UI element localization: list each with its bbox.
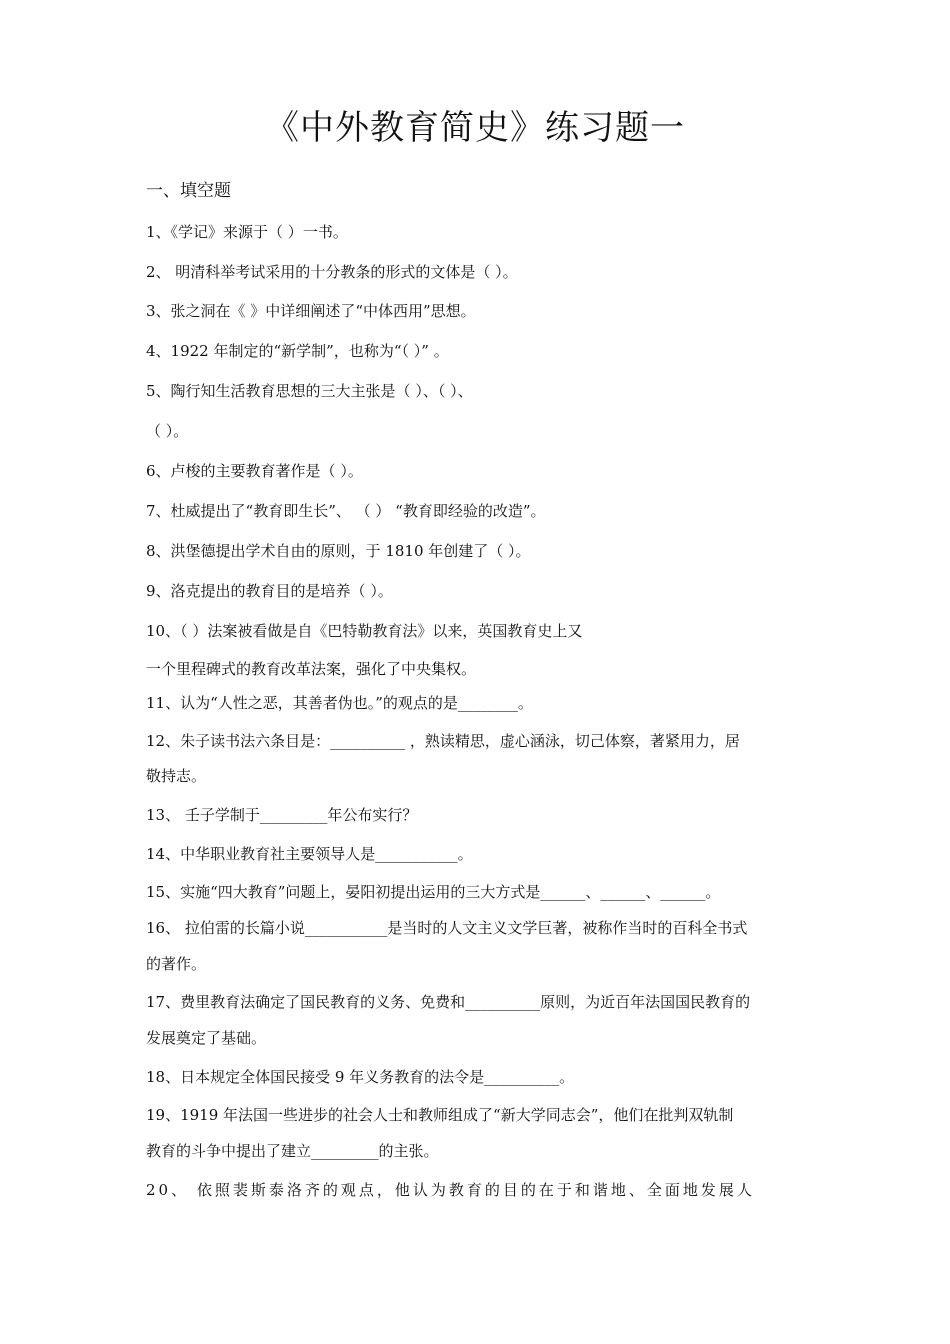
question-line: 6、卢梭的主要教育著作是（ ）。 — [146, 462, 363, 480]
question-line: 3、张之洞在《 》中详细阐述了“中体西用”思想。 — [146, 302, 476, 320]
question-line: 16、 拉伯雷的长篇小说___________是当时的人文主义文学巨著，被称作当时的百科全书式 — [146, 919, 748, 937]
question-line: 10、（ ）法案被看做是自《巴特勒教育法》以来，英国教育史上又 — [146, 622, 583, 640]
question-line: 18、日本规定全体国民接受 9 年义务教育的法令是__________。 — [146, 1068, 575, 1086]
question-line: 1、《学记》来源于（ ）一书。 — [146, 223, 348, 241]
question-line: 20、 依照裴斯泰洛齐的观点，他认为教育的目的在于和谐地、全面地发展人 — [146, 1181, 755, 1199]
question-line: 4、1922 年制定的“新学制”，也称为“（ ）” 。 — [146, 342, 449, 360]
question-line: 8、洪堡德提出学术自由的原则，于 1810 年创建了（ ）。 — [146, 542, 531, 560]
question-line: 9、洛克提出的教育目的是培养（ ）。 — [146, 582, 393, 600]
question-line: 2、 明清科举考试采用的十分教条的形式的文体是（ ）。 — [146, 263, 518, 281]
question-line: 7、杜威提出了“教育即生长”、 （ ） “教育即经验的改造”。 — [146, 502, 546, 520]
question-line: 发展奠定了基础。 — [146, 1029, 267, 1047]
question-line: 15、实施“四大教育”问题上，晏阳初提出运用的三大方式是______、______、______。 — [146, 883, 721, 901]
question-line: （ ）。 — [146, 422, 189, 440]
question-line: 14、中华职业教育社主要领导人是___________。 — [146, 845, 473, 863]
question-line: 19、1919 年法国一些进步的社会人士和教师组成了“新大学同志会”，他们在批判双轨制 — [146, 1106, 734, 1124]
question-line: 12、朱子读书法六条目是：__________ ，熟读精思，虚心涵泳，切己体察，著紧用力，居 — [146, 732, 740, 750]
question-line: 的著作。 — [146, 955, 207, 973]
question-line: 敬持志。 — [146, 767, 207, 785]
question-line: 教育的斗争中提出了建立_________的主张。 — [146, 1142, 439, 1160]
question-line: 17、费里教育法确定了国民教育的义务、免费和__________原则，为近百年法国国民教育的 — [146, 993, 751, 1011]
question-line: 11、认为“人性之恶，其善者伪也。”的观点的是________。 — [146, 694, 533, 712]
question-line: 5、陶行知生活教育思想的三大主张是（ ）、（ ）、 — [146, 382, 473, 400]
section-heading: 一、填空题 — [146, 181, 231, 201]
question-line: 一个里程碑式的教育改革法案，强化了中央集权。 — [146, 660, 477, 678]
page-title: 《中外教育简史》练习题一 — [265, 108, 685, 148]
question-line: 13、 壬子学制于_________年公布实行？ — [146, 806, 418, 824]
